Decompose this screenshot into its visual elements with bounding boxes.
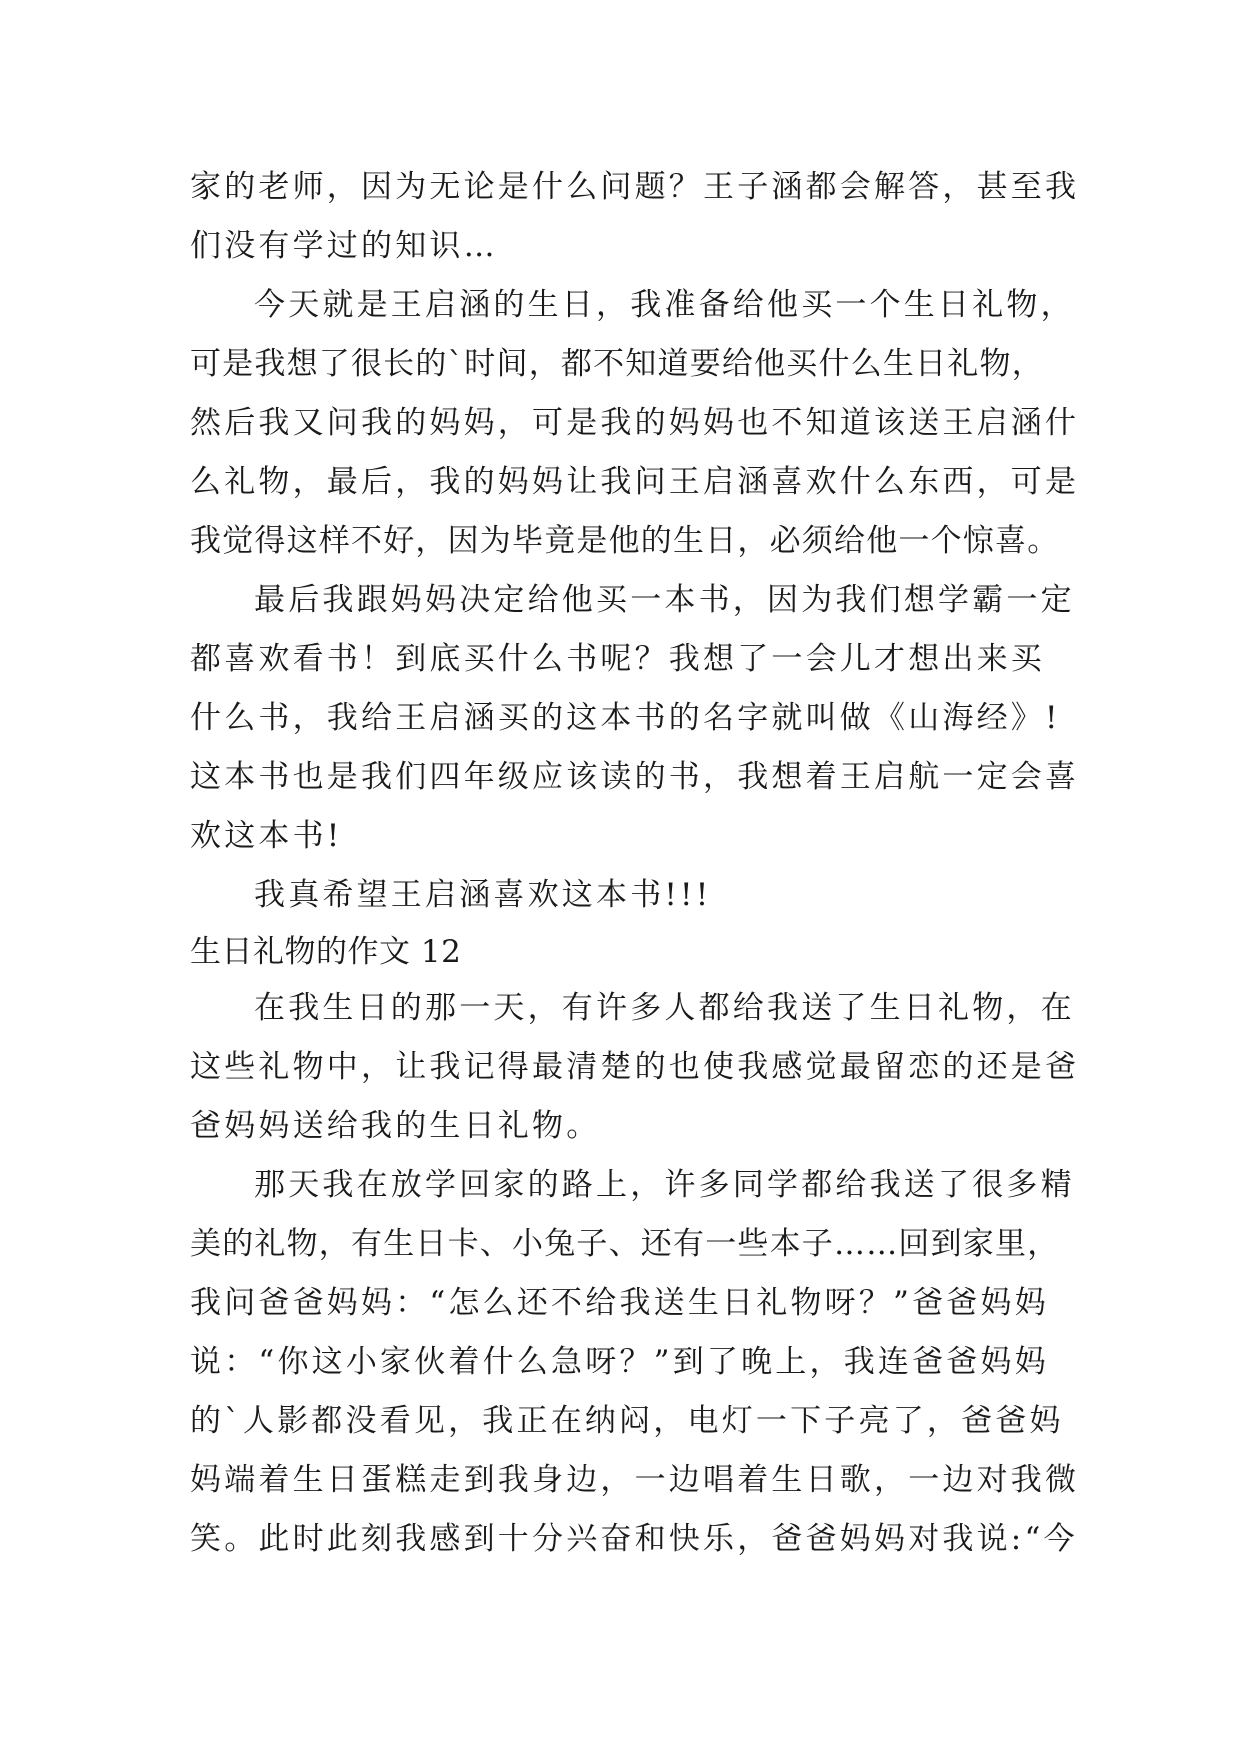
text-line: 然后我又问我的妈妈，可是我的妈妈也不知道该送王启涵什	[190, 405, 1080, 441]
essay-body	[190, 158, 1080, 1569]
text-line: 什么书，我给王启涵买的这本书的名字就叫做《山海经》!	[190, 700, 1061, 736]
text-line: 可是我想了很长的`时间，都不知道要给他买什么生日礼物，	[190, 346, 1044, 382]
text-line: 我觉得这样不好，因为毕竟是他的生日，必须给他一个惊喜。	[190, 523, 1060, 559]
paragraph-first-line: 那天我在放学回家的路上，许多同学都给我送了很多精	[254, 1167, 1075, 1203]
paragraph-first-line: 我真希望王启涵喜欢这本书!!!	[254, 877, 712, 913]
text-line: 我问爸爸妈妈：“怎么还不给我送生日礼物呀？”爸爸妈妈	[190, 1285, 1049, 1321]
text-line: 妈端着生日蛋糕走到我身边，一边唱着生日歌，一边对我微	[190, 1462, 1080, 1498]
text-line: 家的老师，因为无论是什么问题？王子涵都会解答，甚至我	[190, 169, 1080, 205]
section-heading: 生日礼物的作文 12	[190, 934, 462, 970]
text-line: 美的礼物，有生日卡、小兔子、还有一些本子……回到家里，	[190, 1226, 1060, 1262]
text-line: 么礼物，最后，我的妈妈让我问王启涵喜欢什么东西，可是	[190, 464, 1080, 500]
paragraph-first-line: 最后我跟妈妈决定给他买一本书，因为我们想学霸一定	[254, 582, 1075, 618]
text-line: 都喜欢看书！到底买什么书呢？我想了一会儿才想出来买	[190, 641, 1045, 677]
text-line: 笑。此时此刻我感到十分兴奋和快乐，爸爸妈妈对我说:“今	[190, 1521, 1078, 1557]
paragraph-first-line: 在我生日的那一天，有许多人都给我送了生日礼物，在	[254, 990, 1075, 1026]
text-line: 这本书也是我们四年级应该读的书，我想着王启航一定会喜	[190, 759, 1080, 795]
text-line: 欢这本书!	[190, 818, 343, 854]
text-line: 爸妈妈送给我的生日礼物。	[190, 1108, 601, 1144]
text-line: 们没有学过的知识…	[190, 228, 498, 264]
text-line: 的`人影都没看见，我正在纳闷，电灯一下子亮了，爸爸妈	[190, 1403, 1064, 1439]
text-line: 这些礼物中，让我记得最清楚的也使我感觉最留恋的还是爸	[190, 1049, 1080, 1085]
text-line: 说：“你这小家伙着什么急呀？”到了晚上，我连爸爸妈妈	[190, 1344, 1049, 1380]
paragraph-first-line: 今天就是王启涵的生日，我准备给他买一个生日礼物，	[254, 287, 1075, 323]
